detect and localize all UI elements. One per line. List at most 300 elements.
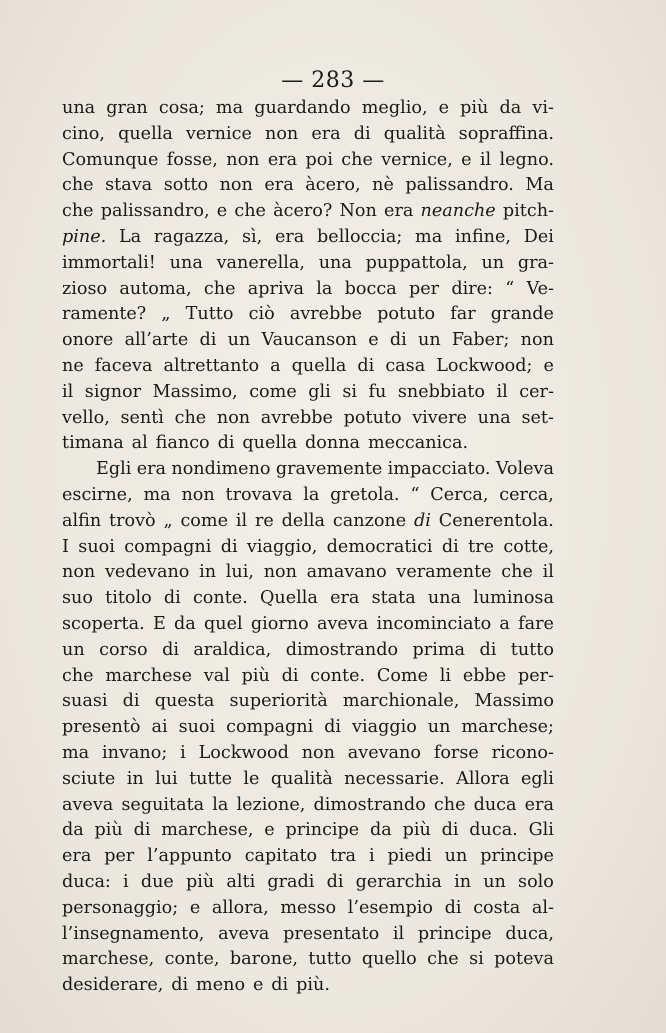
word: principe	[417, 923, 492, 944]
word: che	[427, 949, 459, 970]
word: infine,	[454, 226, 512, 247]
word: Massimo,	[152, 381, 238, 402]
word: re	[254, 510, 274, 531]
text-line	[62, 354, 554, 380]
word: per-	[517, 665, 554, 686]
word: come	[180, 510, 228, 531]
word: dimostrando	[313, 794, 426, 815]
word: vernice	[185, 123, 252, 144]
word: Lockwood;	[436, 355, 533, 376]
word: un	[427, 717, 451, 738]
word: si	[469, 949, 484, 970]
word: li	[439, 665, 452, 686]
word: piedi	[387, 846, 432, 867]
word: non	[181, 484, 215, 505]
word: suo	[62, 588, 93, 609]
word: l’insegnamento,	[62, 923, 205, 944]
word: era	[274, 226, 305, 247]
word: capitato	[244, 846, 318, 867]
word: l’esempio	[347, 897, 434, 918]
word: guardando	[254, 98, 351, 118]
word: e	[216, 201, 228, 222]
word: corso	[99, 639, 148, 660]
word: amavano	[306, 562, 387, 583]
word: di	[163, 588, 181, 609]
word: nè	[372, 175, 394, 196]
word: necessarie.	[344, 768, 445, 789]
word: suoi	[178, 717, 216, 738]
word: democratici	[326, 536, 433, 557]
word: compagni	[226, 717, 314, 738]
word: automa,	[119, 278, 192, 299]
word: ebbe	[462, 665, 507, 686]
text-line	[62, 431, 554, 457]
word: avevano	[347, 742, 421, 763]
text-line	[62, 302, 554, 328]
word: un	[481, 252, 505, 273]
word: di	[217, 433, 235, 454]
word: vanerella,	[216, 252, 305, 273]
word: stava	[105, 175, 153, 196]
word: per	[408, 278, 440, 299]
word: allora,	[211, 897, 269, 918]
text-line	[62, 844, 554, 870]
word: di	[414, 510, 431, 531]
word: Come	[376, 665, 429, 686]
word: stata	[371, 588, 416, 609]
word: scoperta.	[62, 613, 145, 634]
word: belloccia;	[317, 226, 403, 247]
word: fianco	[155, 433, 210, 454]
word: che	[234, 201, 266, 222]
word: veramente	[396, 562, 492, 583]
word: che	[62, 201, 94, 222]
word: e	[189, 897, 201, 918]
word: che	[203, 278, 236, 299]
word: cosa;	[158, 98, 205, 118]
word: presentato	[283, 923, 380, 944]
word: qualità	[383, 123, 446, 144]
word: non	[62, 562, 96, 583]
word: ma	[415, 226, 443, 247]
word: ma	[215, 98, 244, 118]
word: era	[384, 201, 414, 222]
word: tre	[468, 536, 495, 557]
word: non	[264, 123, 299, 144]
word: i	[123, 871, 129, 892]
text-line	[62, 793, 554, 819]
word: le	[243, 768, 260, 789]
word: il	[479, 149, 492, 170]
word: sotto	[163, 175, 209, 196]
word: l’appunto	[147, 846, 232, 867]
word: suoi	[78, 536, 115, 557]
word: I	[62, 536, 69, 557]
word: potuto	[343, 407, 402, 428]
text-line	[62, 535, 554, 561]
word: „	[163, 510, 173, 531]
word: neanche	[420, 201, 496, 222]
text-line	[62, 483, 554, 509]
word: „	[161, 304, 171, 325]
word: il	[542, 562, 554, 583]
word: il	[62, 381, 74, 402]
word: che	[62, 665, 94, 686]
word: luminosa	[473, 588, 554, 609]
word: si	[342, 381, 357, 402]
word: giorno	[250, 613, 309, 634]
word: val	[203, 665, 230, 686]
word: di	[326, 871, 344, 892]
word: gradi	[267, 871, 315, 892]
word: Faber;	[451, 330, 510, 351]
word: cotte,	[503, 536, 554, 557]
text-line	[62, 560, 554, 586]
word: araldica,	[193, 639, 272, 660]
word: escirne,	[62, 484, 133, 505]
word: ciò	[248, 304, 275, 325]
word: tutto	[308, 949, 352, 970]
word: di	[162, 639, 179, 660]
word: in	[126, 768, 144, 789]
word: puppattola,	[365, 252, 468, 273]
word: pine.	[62, 226, 107, 247]
word: Non	[339, 201, 377, 222]
word: Tutto	[185, 304, 234, 325]
word: cino,	[62, 123, 105, 144]
word: Gli	[528, 820, 554, 841]
word: e	[368, 330, 379, 351]
word: viaggio	[352, 717, 417, 738]
word: quella	[242, 433, 298, 454]
word: non	[301, 742, 335, 763]
word: set-	[521, 407, 554, 428]
word: era	[264, 175, 294, 196]
word: la	[303, 484, 320, 505]
word: E	[152, 613, 166, 634]
word: fare	[518, 613, 554, 634]
word: immortali!	[62, 252, 156, 273]
word: quel	[204, 613, 243, 634]
word: in	[454, 871, 472, 892]
word: Lockwood	[198, 742, 289, 763]
text-line	[62, 199, 554, 225]
word: da	[499, 98, 522, 118]
word: un	[227, 330, 251, 351]
word: àcero,	[305, 175, 361, 196]
word: era	[330, 588, 360, 609]
word: più	[94, 820, 123, 841]
word: canzone	[332, 510, 407, 531]
word: una	[318, 252, 352, 273]
word: conte.	[192, 588, 248, 609]
word: messo	[280, 897, 337, 918]
word: una	[62, 98, 96, 118]
word: dire:	[451, 278, 493, 299]
word: meglio,	[361, 98, 428, 118]
word: compagni	[124, 536, 212, 557]
word: potuto	[377, 304, 436, 325]
word: marchese;	[461, 717, 554, 738]
word: trovava	[225, 484, 293, 505]
word: faceva	[94, 355, 153, 376]
word: “	[505, 278, 515, 299]
page-number-header: — 283 —	[281, 68, 385, 93]
word: avrebbe	[289, 304, 363, 325]
word: far	[450, 304, 476, 325]
word: da	[174, 613, 196, 634]
word: di	[199, 330, 217, 351]
word: e	[543, 355, 554, 376]
word: di	[353, 123, 371, 144]
word: desiderare,	[62, 975, 164, 996]
word: di	[122, 691, 140, 712]
word: una	[477, 407, 511, 428]
word: un	[444, 846, 468, 867]
word: che	[501, 562, 533, 583]
word: e	[461, 149, 472, 170]
word: Ve-	[526, 278, 554, 299]
word: meccanica.	[367, 433, 469, 454]
word: a	[270, 355, 281, 376]
word: più	[241, 665, 270, 686]
word: da	[62, 820, 84, 841]
word: alfin	[62, 510, 102, 531]
text-line	[62, 380, 554, 406]
word: tutto	[510, 639, 554, 660]
text-line	[62, 612, 554, 638]
word: di	[441, 820, 459, 841]
word: di	[171, 975, 189, 996]
text-line	[62, 818, 554, 844]
word: era	[524, 794, 554, 815]
word: ai	[151, 717, 168, 738]
text-line	[62, 896, 554, 922]
word: tra	[330, 846, 357, 867]
word: vello,	[62, 407, 110, 428]
word: i	[180, 742, 186, 763]
word: suasi	[62, 691, 108, 712]
text-line	[62, 638, 554, 664]
text-line	[62, 689, 554, 715]
word: ma	[62, 742, 90, 763]
word: snebbiato	[397, 381, 485, 402]
text-line	[62, 406, 554, 432]
text-line	[62, 277, 554, 303]
word: un	[418, 330, 441, 351]
text-line	[62, 947, 554, 973]
word: i	[368, 846, 375, 867]
word: di	[281, 665, 299, 686]
text-line	[62, 715, 554, 741]
word: altrettanto	[163, 355, 260, 376]
word: palissandro.	[405, 175, 514, 196]
text-line	[62, 922, 554, 948]
word: impacciato.	[387, 459, 491, 480]
word: signor	[84, 381, 142, 402]
word: di	[357, 355, 375, 376]
word: quello	[361, 949, 417, 970]
text-line	[62, 586, 554, 612]
word: solo	[518, 871, 554, 892]
word: Cenerentola.	[438, 510, 554, 531]
word: palissandro,	[100, 201, 210, 222]
word: più	[186, 871, 215, 892]
text-line	[62, 870, 554, 896]
word: marchese,	[161, 820, 254, 841]
word: marchionale,	[342, 691, 460, 712]
word: all’arte	[124, 330, 189, 351]
word: da	[370, 820, 392, 841]
word: fosse,	[166, 149, 218, 170]
word: Voleva	[495, 459, 554, 480]
word: Massimo	[474, 691, 554, 712]
word: ma	[143, 484, 171, 505]
text-line	[62, 457, 554, 483]
word: sentì	[120, 407, 164, 428]
word: quella	[291, 355, 347, 376]
word: pitch-	[502, 201, 554, 222]
word: Ma	[525, 175, 554, 196]
word: duca,	[505, 923, 554, 944]
word: casa	[385, 355, 426, 376]
word: Comunque	[62, 149, 159, 170]
text-line	[62, 741, 554, 767]
word: conte,	[164, 949, 220, 970]
word: alti	[226, 871, 256, 892]
word: non	[226, 149, 260, 170]
word: fu	[368, 381, 387, 402]
word: al-	[531, 897, 554, 918]
word: la	[316, 278, 333, 299]
word: egli	[521, 768, 554, 789]
word: era	[136, 459, 167, 480]
word: sciute	[62, 768, 116, 789]
text-line	[62, 173, 554, 199]
word: viaggio,	[246, 536, 318, 557]
word: sopraffina.	[458, 123, 554, 144]
word: era	[267, 149, 298, 170]
word: il	[235, 510, 248, 531]
text-line	[62, 664, 554, 690]
word: meno	[196, 975, 246, 996]
word: Allora	[456, 768, 510, 789]
word: e	[252, 975, 264, 996]
word: che	[62, 175, 94, 196]
text-line	[62, 122, 554, 148]
word: non	[216, 407, 251, 428]
word: ragazza,	[153, 226, 230, 247]
word: duca:	[62, 871, 111, 892]
word: della	[281, 510, 326, 531]
word: di	[444, 897, 462, 918]
text-line	[62, 328, 554, 354]
word: il	[496, 381, 508, 402]
word: in	[199, 562, 217, 583]
word: cerca,	[499, 484, 554, 505]
word: poi	[305, 149, 333, 170]
text-line	[62, 148, 554, 174]
word: legno.	[499, 149, 554, 170]
word: grande	[490, 304, 554, 325]
word: il	[392, 923, 405, 944]
word: che	[433, 794, 466, 815]
word: duca.	[469, 820, 518, 841]
word: questa	[154, 691, 215, 712]
word: non	[219, 175, 253, 196]
word: di	[271, 975, 289, 996]
word: Quella	[259, 588, 318, 609]
word: barone,	[229, 949, 298, 970]
word: seguitata	[121, 794, 205, 815]
word: Cerca,	[430, 484, 489, 505]
word: gretola.	[330, 484, 400, 505]
word: una	[169, 252, 203, 273]
text-line	[62, 96, 554, 122]
word: forse	[433, 742, 479, 763]
word: qualità	[270, 768, 333, 789]
word: superiorità	[229, 691, 328, 712]
word: gli	[308, 381, 331, 402]
word: più	[460, 98, 489, 118]
word: di	[324, 717, 342, 738]
word: una	[427, 588, 462, 609]
word: nondimeno	[171, 459, 271, 480]
word: donna	[305, 433, 361, 454]
word: vedevano	[104, 562, 190, 583]
word: Egli	[96, 459, 132, 480]
word: un	[483, 871, 506, 892]
word: trovò	[109, 510, 156, 531]
word: per	[104, 846, 135, 867]
word: incominciato	[376, 613, 492, 634]
word: aveva	[218, 923, 270, 944]
word: di	[133, 820, 151, 841]
word: marchese,	[62, 949, 155, 970]
word: presentò	[62, 717, 141, 738]
word: due	[140, 871, 174, 892]
word: zioso	[62, 278, 108, 299]
word: dimostrando	[285, 639, 399, 660]
word: titolo	[105, 588, 152, 609]
word: bocca	[344, 278, 397, 299]
text-line	[62, 251, 554, 277]
word: come	[249, 381, 297, 402]
word: vi-	[532, 98, 554, 118]
word: era	[62, 846, 92, 867]
word: avrebbe	[260, 407, 333, 428]
word: ramente?	[62, 304, 147, 325]
word: la	[212, 794, 229, 815]
word: tutte	[189, 768, 233, 789]
word: costa	[473, 897, 521, 918]
word: gerarchia	[355, 871, 442, 892]
word: prima	[412, 639, 465, 660]
word: ricono-	[491, 742, 554, 763]
word: e	[264, 820, 275, 841]
word: aveva	[316, 613, 369, 634]
word: gra-	[517, 252, 554, 273]
body-text	[62, 96, 554, 999]
text-line	[62, 225, 554, 251]
word: più.	[296, 975, 330, 996]
word: invano;	[102, 742, 168, 763]
word: aveva	[62, 794, 114, 815]
word: non	[520, 330, 554, 351]
word: gran	[106, 98, 148, 118]
word: àcero?	[273, 201, 333, 222]
word: vivere	[412, 407, 467, 428]
